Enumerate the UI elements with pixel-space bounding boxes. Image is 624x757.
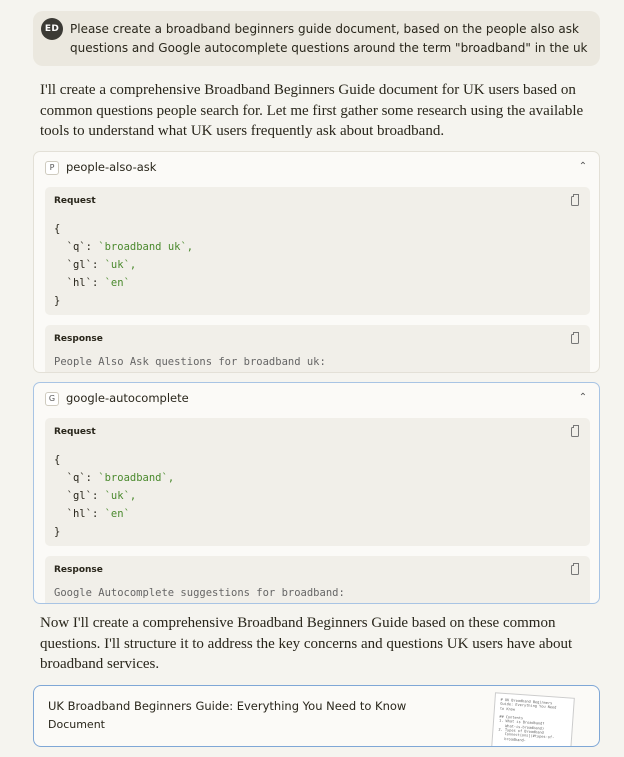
user-avatar: ED (41, 18, 63, 40)
tool-badge: G (45, 392, 59, 406)
request-label: Request (54, 427, 96, 437)
copy-icon[interactable] (571, 565, 579, 575)
response-label: Response (54, 334, 103, 344)
assistant-intro-text: I'll create a comprehensive Broadband Beginners Guide document for UK users based on common questions people search for. Let me first gather some research using the available tools to understand what UK users frequently ask about broadband. (40, 82, 584, 139)
param-value: `uk`, (104, 490, 137, 502)
param-key: `gl` (66, 490, 92, 502)
response-panel (45, 556, 590, 604)
param-value: `broadband`, (98, 472, 175, 484)
assistant-followup-text: Now I'll create a comprehensive Broadband Beginners Guide based on these common questions. I'll structure it to address the key concerns and questions UK users have about broadband services. (40, 615, 573, 672)
param-value: `broadband uk`, (98, 241, 194, 253)
copy-icon[interactable] (571, 427, 579, 437)
request-panel (45, 187, 590, 315)
param-key: `q` (66, 241, 86, 253)
param-key: `q` (66, 472, 86, 484)
param-value: `en` (104, 508, 130, 520)
tool-name: people-also-ask (66, 160, 157, 174)
response-preview: Google Autocomplete suggestions for broadband: (54, 587, 345, 599)
request-panel (45, 418, 590, 546)
document-thumbnail: # UK Broadband Beginners Guide: Everything You Need to Know ## Contents 1. What is Broadband? What-is-broadband) 2. Types of Broadband Connections](#types-of- broadband- (491, 692, 575, 747)
param-key: `hl` (66, 508, 92, 520)
param-value: `uk`, (104, 259, 137, 271)
tool-header[interactable] (34, 152, 599, 183)
document-type-label: Document (48, 718, 105, 731)
copy-icon[interactable] (571, 196, 579, 206)
document-title: UK Broadband Beginners Guide: Everything You Need to Know (48, 699, 407, 713)
response-label: Response (54, 565, 103, 575)
param-key: `gl` (66, 259, 92, 271)
document-artifact-card[interactable] (33, 685, 600, 747)
copy-icon[interactable] (571, 334, 579, 344)
user-message (33, 11, 600, 66)
param-key: `hl` (66, 277, 92, 289)
request-label: Request (54, 196, 96, 206)
request-code: { `q`: `broadband`, `gl`: `uk`, `hl`: `en` } (54, 454, 175, 538)
param-value: `en` (104, 277, 130, 289)
chevron-up-icon[interactable]: ⌃ (578, 161, 588, 172)
chevron-up-icon[interactable]: ⌃ (578, 392, 588, 403)
tool-header[interactable] (34, 383, 599, 414)
tool-card-people-also-ask (33, 151, 600, 373)
tool-badge: P (45, 161, 59, 175)
tool-card-google-autocomplete (33, 382, 600, 604)
user-message-text: Please create a broadband beginners guide document, based on the people also ask questions and Google autocomplete questions around the term "broadband" in the uk (70, 22, 588, 55)
request-code: { `q`: `broadband uk`, `gl`: `uk`, `hl`: `en` } (54, 223, 194, 307)
response-panel (45, 325, 590, 373)
response-preview: People Also Ask questions for broadband uk: (54, 356, 326, 368)
tool-name: google-autocomplete (66, 391, 189, 405)
